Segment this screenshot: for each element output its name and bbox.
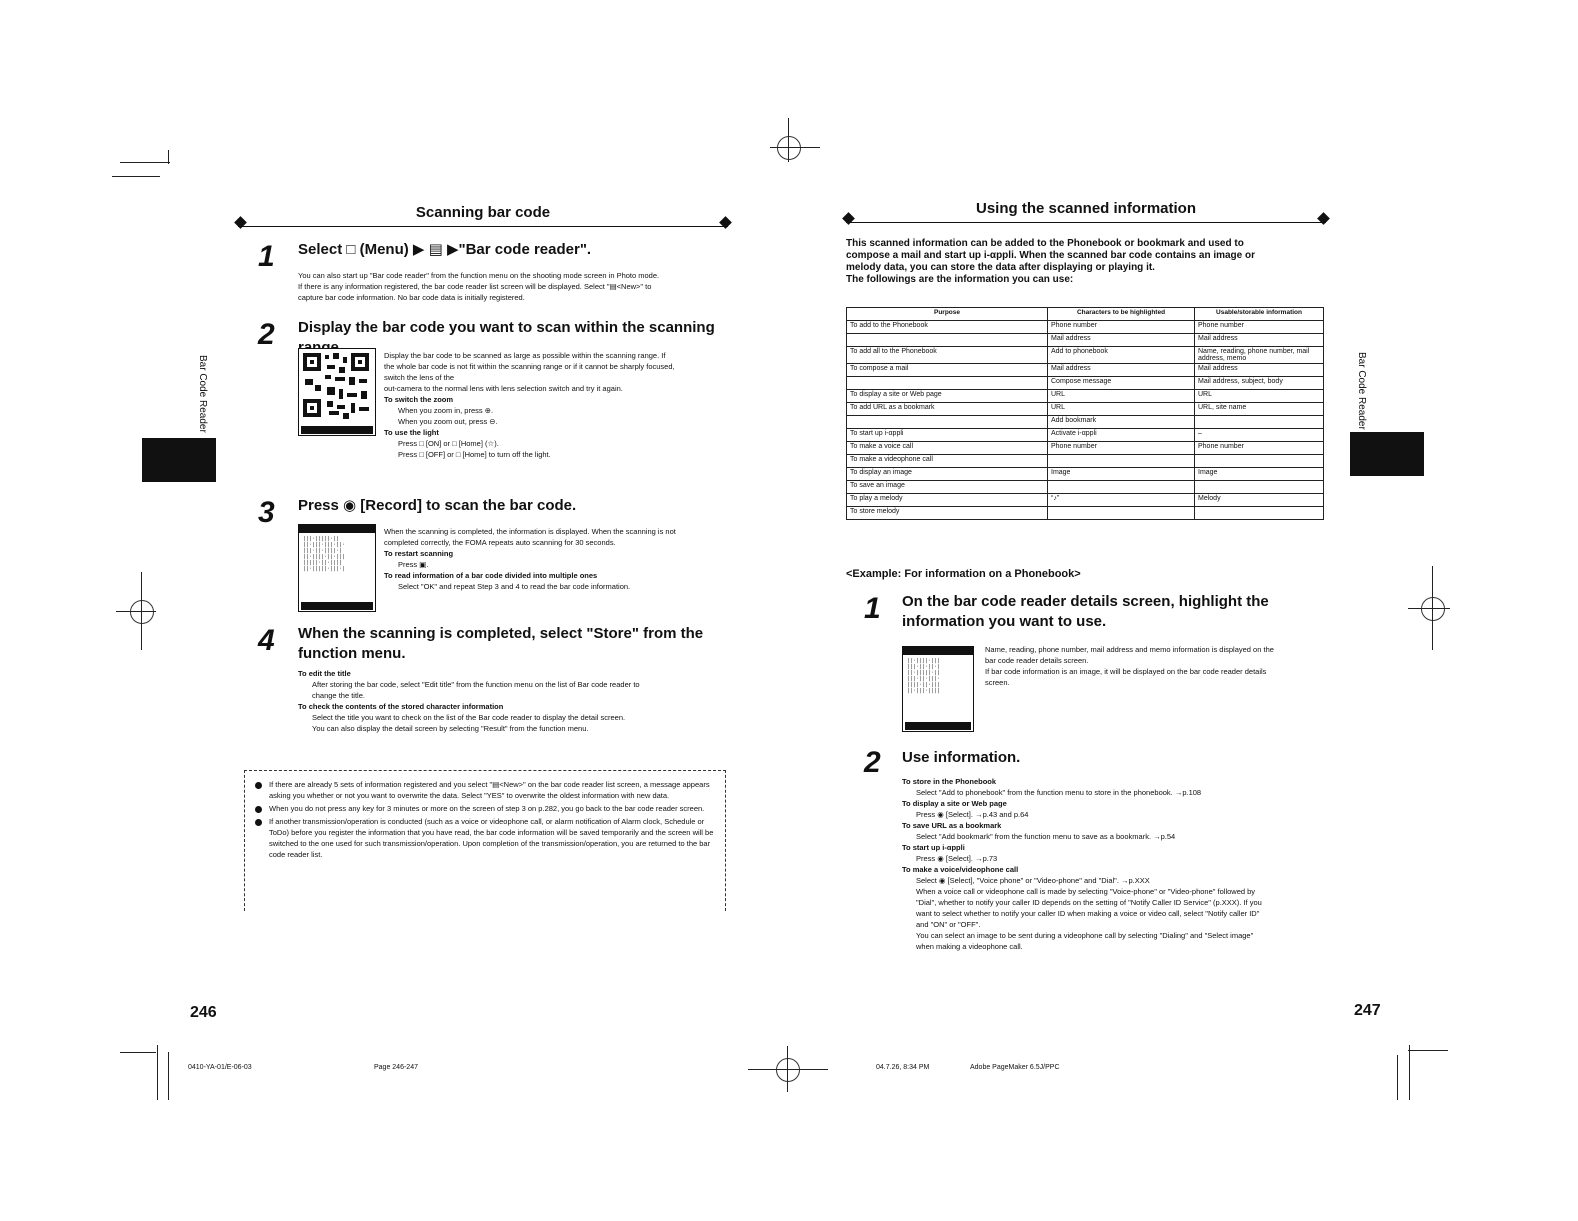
table-cell: Image (1195, 468, 1324, 481)
note-item: When you do not press any key for 3 minutes or more on the screen of step 3 on p.282, you go back to the bar code reader screen. (253, 803, 719, 814)
footer-file-id: 0410-YA-01/E-06-03 (188, 1064, 252, 1071)
table-cell: To add all to the Phonebook (847, 347, 1048, 364)
edit-title-heading: To edit the title (298, 669, 351, 678)
table-header-cell: Characters to be highlighted (1048, 308, 1195, 321)
table-row (847, 321, 1324, 334)
step-title: Select □ (Menu) ▶ ▤ ▶"Bar code reader". (298, 241, 592, 258)
left-side-tab (142, 438, 216, 482)
table-row (847, 442, 1324, 455)
use-information-list: To store in the Phonebook Select "Add to phonebook" from the function menu to store in the phonebook. →p.108 To display a site or Web page Press ◉ [Select]. →p.43 and p.64 To save URL as a bookmark Select "Add bookmark" from the function menu to save as a bookmark. →p.54 To start up i-αppli Press ◉ [Select]. →p.73 To make a voice/videophone call Select ◉ [Select], "Voice phone" or "Video-phone" and "Dial". →p.XXX When a voice call or videophone call is made by selecting "Voice-phone" or "Video-phone" followed by "Dial", whether to notify your caller ID depends on the setting of "Notify Caller ID Service" (p.XXX). If you want to select whether to notify your caller ID when making a voice or video call, select "Notify caller ID" and "ON" or "OFF". You can select an image to be sent during a videophone call by selecting "Dialing" and "Select image" when making a videophone call. (902, 777, 1262, 951)
step-body: To edit the title After storing the bar code, select "Edit title" from the function menu on the list of Bar code reader to change the title. To check the contents of the stored character information Select the title you want to check on the list of the Bar code reader to display the detail screen. You can also display the detail screen by selecting "Result" from the function menu. (298, 668, 738, 734)
table-row (847, 507, 1324, 520)
table-header-row (847, 308, 1324, 321)
table-row (847, 429, 1324, 442)
table-cell: URL, site name (1195, 403, 1324, 416)
table-row (847, 390, 1324, 403)
step-number: 2 (864, 746, 881, 779)
table-cell: Mail address (1195, 334, 1324, 347)
table-cell: To play a melody (847, 494, 1048, 507)
intro-paragraph: This scanned information can be added to the Phonebook or bookmark and used to compose a mail and start up i-αppli. When the scanned bar code contains an image or melody data, you can store the data after displaying or playing it. The followings are the information you can use: (846, 238, 1256, 285)
phone-screen-details: ||·||||·||| |||·||·||·| ||·|||||·|| |||·||·|||· ||||·||·||| ||·|||·|||| (902, 646, 974, 732)
table-row (847, 455, 1324, 468)
page-number-right: 247 (1354, 1002, 1381, 1019)
light-heading: To use the light (384, 428, 439, 437)
step-title: On the bar code reader details screen, highlight the information you want to use. (902, 593, 1269, 630)
footer-software: Adobe PageMaker 6.5J/PPC (970, 1064, 1060, 1071)
table-cell: To add URL as a bookmark (847, 403, 1048, 416)
table-cell: To make a videophone call (847, 455, 1048, 468)
table-cell: To save an image (847, 481, 1048, 494)
left-section-title: Scanning bar code (415, 204, 551, 221)
step-number: 4 (258, 624, 275, 657)
right-side-label: Bar Code Reader (1356, 352, 1367, 430)
table-cell (1195, 416, 1324, 429)
table-cell: Mail address (1048, 364, 1195, 377)
right-section-title: Using the scanned information (975, 200, 1197, 217)
right-side-tab (1350, 432, 1424, 476)
table-row (847, 377, 1324, 390)
zoom-heading: To switch the zoom (384, 395, 454, 404)
table-row (847, 364, 1324, 377)
restart-heading: To restart scanning (384, 549, 454, 558)
step-body: You can also start up "Bar code reader" from the function menu on the shooting mode screen in Photo mode. If there is any information registered, the bar code reader list screen will be displayed. Select "▤<New>" to capture bar code information. No bar code data is initially registered. (298, 271, 660, 302)
table-cell: Image (1048, 468, 1195, 481)
note-item: If another transmission/operation is conducted (such as a voice or videophone call, or alarm notification of Alarm clock, Schedule or ToDo) before you register the information that you have read, the bar code information will be saved temporarily and the screen will be switched to the one used for such transmission/operation. Upon completion of the transmission/operation, you are returned to the bar code reader list. (253, 816, 719, 860)
table-cell: URL (1048, 403, 1195, 416)
table-cell (1048, 481, 1195, 494)
table-cell: To display a site or Web page (847, 390, 1048, 403)
right-section-header (846, 200, 1326, 223)
phone-screen-barcode (298, 348, 376, 436)
step-title: When the scanning is completed, select "Store" from the function menu. (298, 625, 704, 662)
table-cell: Name, reading, phone number, mail address, memo (1195, 347, 1324, 364)
qr-code-icon (299, 349, 375, 423)
step-title: Press ◉ [Record] to scan the bar code. (298, 497, 577, 514)
table-cell: Add to phonebook (1048, 347, 1195, 364)
step-body: When the scanning is completed, the information is displayed. When the scanning is not completed correctly, the FOMA repeats auto scanning for 30 seconds. To restart scanning Press ▣. To read information of a bar code divided into multiple ones Select "OK" and repeat Step 3 and 4 to read the bar code information. (384, 526, 734, 592)
table-cell: Mail address, subject, body (1195, 377, 1324, 390)
table-cell: To compose a mail (847, 364, 1048, 377)
left-section-header (238, 204, 728, 227)
step-body: Display the bar code to be scanned as large as possible within the scanning range. If the whole bar code is not fit within the scanning range or if it cannot be sharply focused, switch the lens of the out-camera to the normal lens with lens selection switch and try it again. To switch the zoom When you zoom in, press ⊕. When you zoom out, press ⊖. To use the light Press □ [ON] or □ [Home] (☆). Press □ [OFF] or □ [Home] to turn off the light. (384, 350, 734, 460)
table-cell: Activate i-αppli (1048, 429, 1195, 442)
table-row (847, 347, 1324, 364)
table-cell: To add to the Phonebook (847, 321, 1048, 334)
table-cell (1048, 507, 1195, 520)
table-cell: To display an image (847, 468, 1048, 481)
page-number-left: 246 (190, 1004, 217, 1021)
table-cell (1195, 481, 1324, 494)
table-cell (847, 416, 1048, 429)
table-cell: Phone number (1195, 442, 1324, 455)
table-cell: Mail address (1048, 334, 1195, 347)
table-cell: Melody (1195, 494, 1324, 507)
table-header-cell: Usable/storable information (1195, 308, 1324, 321)
usable-information-table (846, 307, 1324, 520)
table-cell: Phone number (1195, 321, 1324, 334)
table-cell: To start up i-αppli (847, 429, 1048, 442)
left-side-label: Bar Code Reader (197, 355, 208, 433)
example-heading: <Example: For information on a Phonebook> (846, 568, 1081, 580)
step-number: 2 (258, 318, 275, 351)
check-contents-heading: To check the contents of the stored character information (298, 702, 504, 711)
step-number: 3 (258, 496, 275, 529)
table-cell: Compose message (1048, 377, 1195, 390)
step-number: 1 (864, 592, 881, 625)
divided-heading: To read information of a bar code divided into multiple ones (384, 571, 598, 580)
table-cell (1195, 455, 1324, 468)
table-cell: Phone number (1048, 321, 1195, 334)
table-cell: “♪” (1048, 494, 1195, 507)
table-cell: URL (1048, 390, 1195, 403)
table-row (847, 403, 1324, 416)
step-body: Name, reading, phone number, mail address and memo information is displayed on the bar code reader details screen. If bar code information is an image, it will be displayed on the bar code reader details screen. (985, 645, 1274, 687)
notes-box (244, 770, 726, 911)
table-row (847, 494, 1324, 507)
table-cell: To make a voice call (847, 442, 1048, 455)
footer-timestamp: 04.7.26, 8:34 PM (876, 1064, 930, 1071)
table-row (847, 416, 1324, 429)
table-header-cell: Purpose (847, 308, 1048, 321)
footer-page-range: Page 246-247 (374, 1064, 418, 1071)
table-cell: Mail address (1195, 364, 1324, 377)
step-number: 1 (258, 240, 275, 273)
table-cell: URL (1195, 390, 1324, 403)
table-row (847, 334, 1324, 347)
table-cell: To store melody (847, 507, 1048, 520)
table-cell: Phone number (1048, 442, 1195, 455)
table-row (847, 468, 1324, 481)
step-title: Use information. (902, 749, 1021, 766)
table-cell (847, 334, 1048, 347)
table-cell (1195, 507, 1324, 520)
table-cell: – (1195, 429, 1324, 442)
table-cell (1048, 455, 1195, 468)
note-item: If there are already 5 sets of information registered and you select "▤<New>" on the bar code reader list screen, a message appears asking you whether or not you want to overwrite the data. Select "YES" to overwrite the oldest information with new data. (253, 779, 719, 801)
table-row (847, 481, 1324, 494)
table-cell (847, 377, 1048, 390)
step-title: Display the bar code you want to scan within the scanning (298, 319, 715, 336)
phone-screen-scan-result: |||·|||||·|| ||·|||·|||·||· |||·||·||||·| ||·||||·||·||| |||||·||·|||| ||·|||||·|||·| (298, 524, 376, 612)
table-cell: Add bookmark (1048, 416, 1195, 429)
